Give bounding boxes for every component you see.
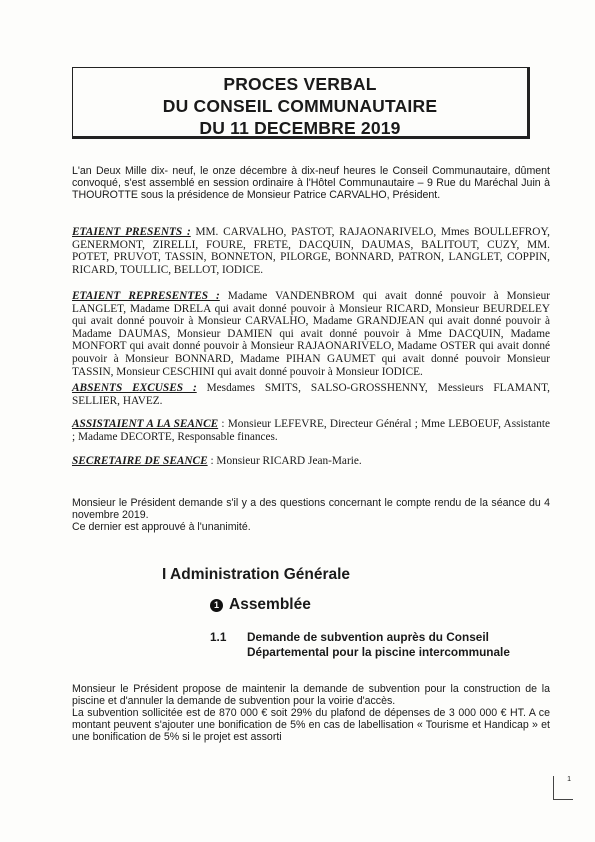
page-number: 1 [553, 776, 573, 800]
subsection-heading [210, 596, 311, 614]
intro-paragraph: L'an Deux Mille dix- neuf, le onze décembre à dix-neuf heures le Conseil Communautaire, dûment convoqué, s'est assemblé en session ordinaire à l'Hôtel Communautaire – 9 Rue du Maréchal Juin à THOUROTTE sous la présidence de Monsieur Patrice CARVALHO, Président. [72, 165, 550, 201]
title-line-3: DU 11 DECEMBRE 2019 [199, 118, 401, 138]
title-box [72, 67, 530, 139]
approval-text-2: Ce dernier est approuvé à l'unanimité. [72, 520, 251, 533]
body-paragraph-2: La subvention sollicitée est de 870 000 € soit 29% du plafond de dépenses de 3 000 000 € HT. A ce montant peuvent s'ajouter une bonification de 5% en cas de labellisation « Tourisme et Handicap » et une bonification de 5% si le projet est assorti [72, 707, 550, 743]
item-title: Demande de subvention auprès du Conseil Départemental pour la piscine intercommunale [247, 630, 510, 659]
approval-paragraph [72, 498, 550, 533]
assistants-label: ASSISTAIENT A LA SEANCE [72, 418, 219, 430]
represented-text: Madame VANDENBROM qui avait donné pouvoir à Monsieur LANGLET, Madame DRELA qui avait donné pouvoir à Monsieur RICARD, Monsieur BEURDELEY qui avait donné pouvoir à Monsieur CARVALHO, Madame GRANDJEAN qui avait donné pouvoir à Madame DAUMAS, Monsieur DAMIEN qui avait donné pouvoir à Mme DACQUIN, Madame MONFORT qui avait donné pouvoir à Monsieur RAJAONARIVELO, Madame OSTER qui avait donné pouvoir à Monsieur BONNARD, Madame PIHAN GAUMET qui avait donné pouvoir Monsieur TASSIN, Monsieur CESCHINI qui avait donné pouvoir à Monsieur IODICE. [72, 290, 550, 378]
subsection-label: Assemblée [229, 596, 311, 613]
body-paragraph-1: Monsieur le Président propose de maintenir la demande de subvention pour la construction de la piscine et d'annuler la demande de subvention pour la voirie d'accès. [72, 683, 550, 707]
secretary-text: : Monsieur RICARD Jean-Marie. [207, 455, 362, 467]
title-line-2: DU CONSEIL COMMUNAUTAIRE [162, 96, 438, 116]
assistants-text: : Monsieur LEFEVRE, Directeur Général ; Mme LEBOEUF, Assistante ; Madame DECORTE, Responsable finances. [72, 418, 550, 443]
absents-label: ABSENTS EXCUSES : [72, 382, 197, 394]
presents-text: MM. CARVALHO, PASTOT, RAJAONARIVELO, Mmes BOULLEFROY, GENERMONT, ZIRELLI, FOURE, FRETE, DACQUIN, DAUMAS, BALITOUT, CUZY, MM. POTET, PRUVOT, TASSIN, BONNETON, PILORGE, BONNARD, PATRON, LANGLET, COPPIN, RICARD, TOULLIC, BELLOT, IODICE. [72, 226, 550, 276]
represented-paragraph [72, 290, 550, 378]
presents-paragraph [72, 226, 550, 276]
presents-label: ETAIENT PRESENTS : [72, 226, 191, 238]
assistants-paragraph [72, 418, 550, 443]
represented-label: ETAIENT REPRESENTES : [72, 290, 220, 302]
absents-paragraph [72, 382, 550, 407]
absents-text: Mesdames SMITS, SALSO-GROSSHENNY, Messieurs FLAMANT, SELLIER, HAVEZ. [72, 382, 550, 407]
section-heading: I Administration Générale [162, 566, 351, 583]
approval-text-1: Monsieur le Président demande s'il y a des questions concernant le compte rendu de la séance du 4 novembre 2019. [72, 497, 550, 521]
secretary-label: SECRETAIRE DE SEANCE [72, 455, 208, 467]
numbered-bullet-icon: 1 [210, 599, 223, 612]
secretary-paragraph [72, 455, 550, 468]
item-number: 1.1 [210, 630, 227, 644]
title-line-1: PROCES VERBAL [223, 74, 377, 94]
